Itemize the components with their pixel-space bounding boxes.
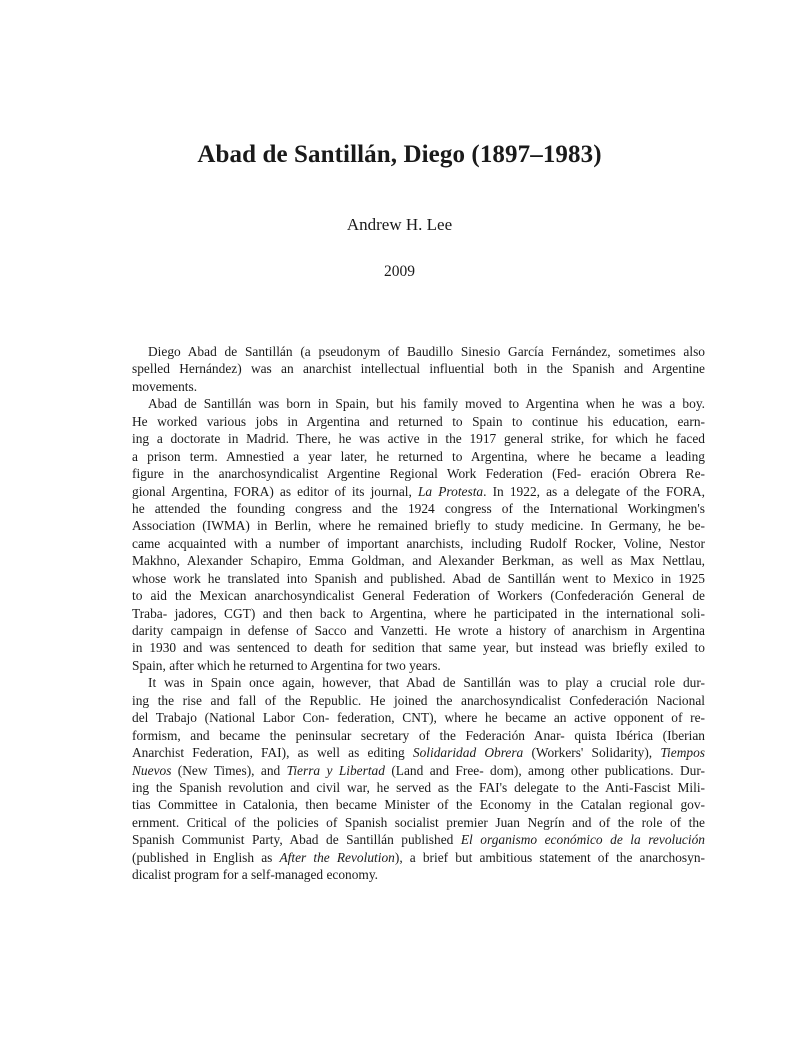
text-line: spelled Hernández) was an anarchist intellectual influential both in the Spanish and Argentine — [132, 361, 705, 377]
text-line: movements. — [132, 378, 198, 394]
text-line: ing the rise and fall of the Republic. He joined the anarchosyndicalist Confederación Nacional — [132, 692, 705, 708]
text-line: ing a doctorate in Madrid. There, he was active in the 1917 general strike, for which he faced — [132, 431, 705, 447]
italic-title: El organismo económico de la revolución — [460, 832, 705, 848]
text-line: He worked various jobs in Argentina and returned to Spain to continue his education, earn- — [132, 413, 705, 429]
text-line: gional Argentina, FORA) as editor of its journal, La Protesta. In 1922, as a delegate of the FORA, — [132, 483, 705, 499]
text-line: Nuevos (New Times), and Tierra y Libertad (Land and Free- dom), among other publications. Dur- — [132, 762, 705, 778]
italic-title: Tiempos — [660, 745, 705, 761]
text-line: Spanish Communist Party, Abad de Santillán published El organismo económico de la revolución — [132, 832, 705, 848]
italic-title: La Protesta — [417, 483, 484, 499]
italic-title: Tierra y Libertad — [286, 762, 385, 778]
text-line: Abad de Santillán was born in Spain, but his family moved to Argentina when he was a boy. — [148, 396, 705, 412]
text-line: dicalist program for a self-managed economy. — [132, 867, 379, 883]
text-line: ing the Spanish revolution and civil war, he served as the FAI's delegate to the Anti-Fascist Mili- — [132, 779, 705, 795]
text-line: Anarchist Federation, FAI), as well as editing Solidaridad Obrera (Workers' Solidarity), Tiempos — [132, 745, 705, 761]
text-line: Traba- jadores, CGT) and then back to Argentina, where he participated in the international soli- — [132, 605, 705, 621]
text-line: Association (IWMA) in Berlin, where he remained briefly to study medicine. In Germany, he be- — [132, 518, 705, 534]
text-line: to aid the Mexican anarchosyndicalist General Federation of Workers (Confederación General de — [132, 588, 705, 604]
italic-title: After the Revolution — [279, 849, 395, 865]
text-line: It was in Spain once again, however, that Abad de Santillán was to play a crucial role dur- — [148, 675, 705, 691]
paragraph — [132, 343, 705, 395]
text-line: Diego Abad de Santillán (a pseudonym of Baudillo Sinesio García Fernández, sometimes also — [148, 344, 705, 359]
text-line: Makhno, Alexander Schapiro, Emma Goldman, and Alexander Berkman, as well as Max Nettlau, — [132, 553, 705, 569]
text-line: del Trabajo (National Labor Con- federation, CNT), where he became an active opponent of re- — [132, 710, 705, 726]
text-line: whose work he translated into Spanish and published. Abad de Santillán went to Mexico in 1925 — [132, 570, 705, 586]
text-line: formism, and became the peninsular secretary of the Federación Anar- quista Ibérica (Iberian — [132, 727, 705, 743]
paragraph — [132, 674, 705, 883]
article-body — [132, 343, 705, 884]
text-line: he attended the founding congress and the 1924 congress of the International Workingmen's — [132, 500, 705, 516]
text-line: figure in the anarchosyndicalist Argentine Regional Work Federation (Fed- eración Obrera Re- — [132, 466, 705, 482]
text-line: in 1930 and was sentenced to death for sedition that same year, but instead was briefly exiled to — [132, 640, 705, 656]
text-line: (published in English as After the Revolution), a brief but ambitious statement of the anarchosyn- — [132, 849, 705, 865]
publication-year: 2009 — [384, 263, 415, 280]
text-line: a prison term. Amnestied a year later, he returned to Argentina, where he became a leading — [132, 448, 705, 464]
text-line: ernment. Critical of the policies of Spanish socialist premier Juan Negrín and of the role of the — [132, 814, 705, 830]
text-line: tias Committee in Catalonia, then became Minister of the Economy in the Catalan regional gov- — [132, 797, 705, 813]
paragraph — [132, 395, 705, 674]
document-title: Abad de Santillán, Diego (1897–1983) — [197, 141, 602, 168]
author-name: Andrew H. Lee — [346, 215, 453, 234]
italic-title: Nuevos — [132, 762, 172, 778]
text-line: came acquainted with a number of important anarchists, including Rudolf Rocker, Voline, Nestor — [132, 535, 705, 551]
text-line: Spain, after which he returned to Argentina for two years. — [132, 657, 441, 673]
italic-title: Solidaridad Obrera — [412, 745, 524, 761]
text-line: darity campaign in defense of Sacco and Vanzetti. He wrote a history of anarchism in Argentina — [132, 623, 705, 638]
